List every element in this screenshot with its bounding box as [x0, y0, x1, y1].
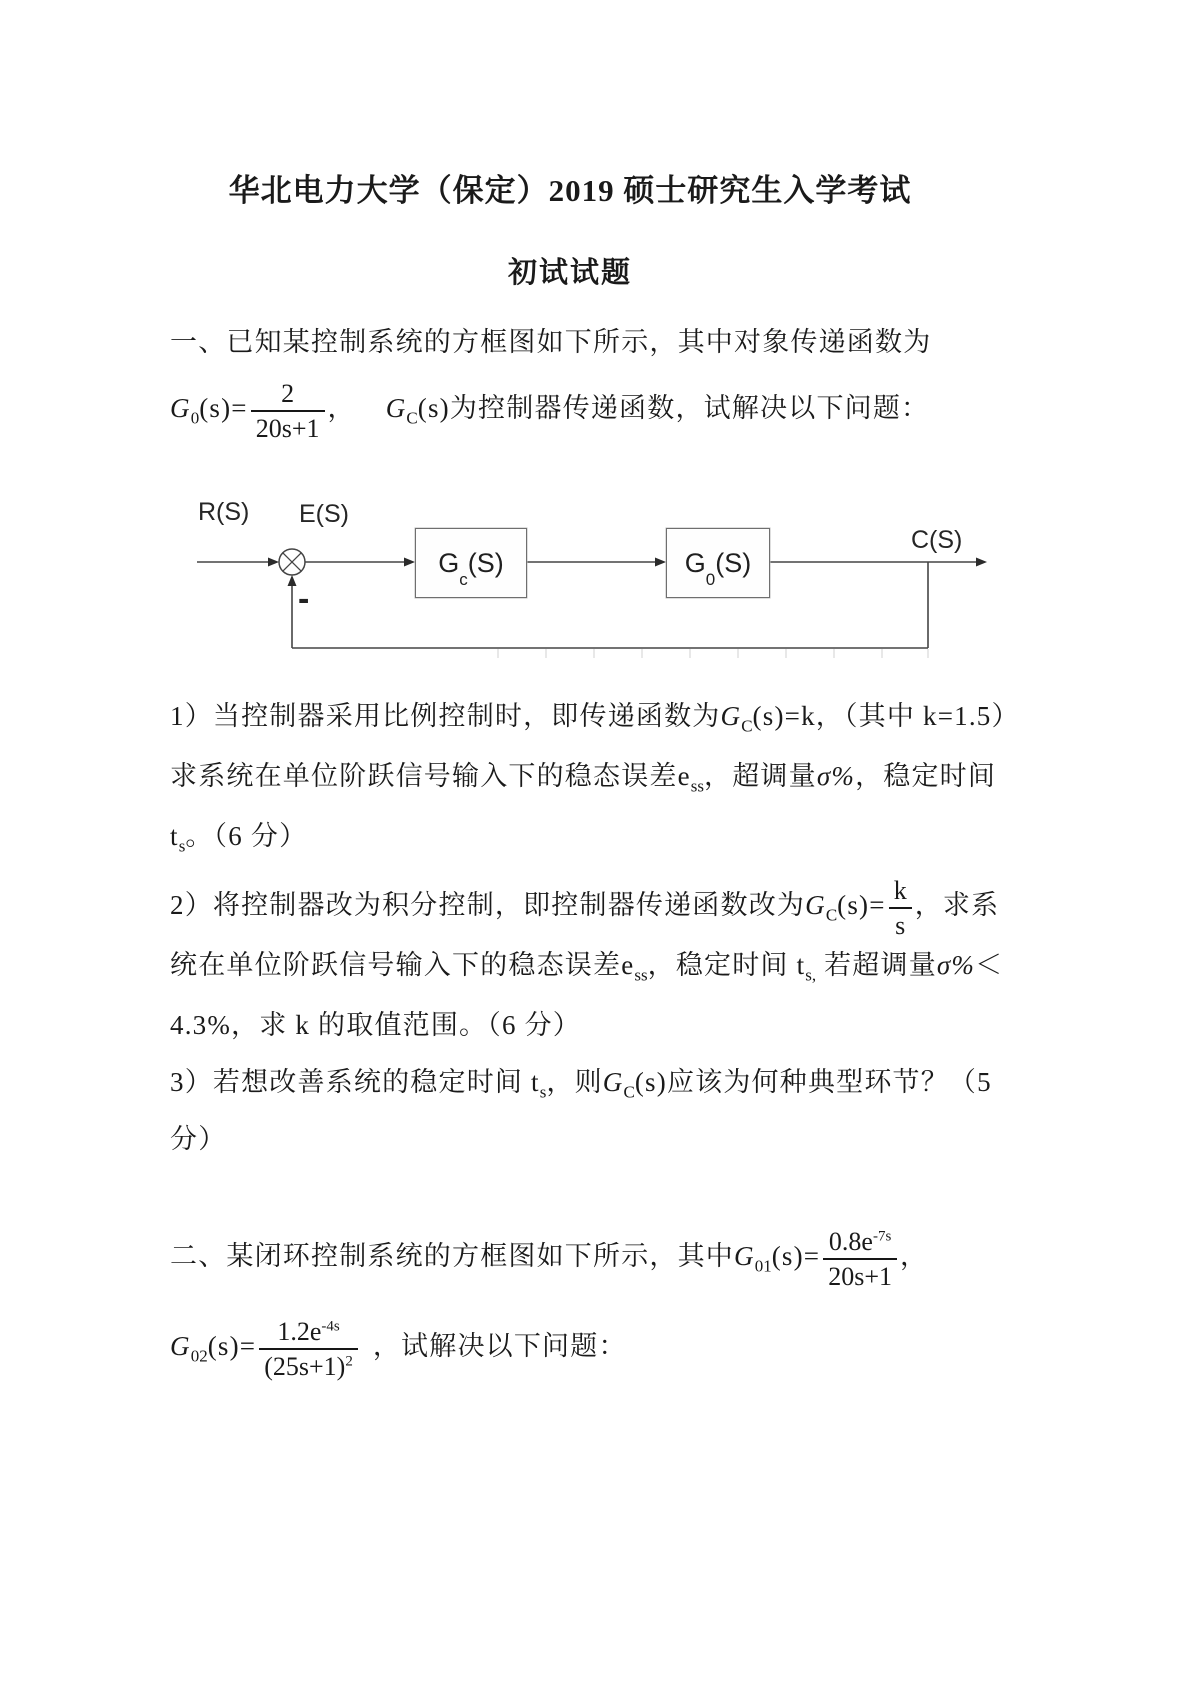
- item1b-mid: ，超调量: [704, 761, 817, 791]
- q1-intro-line: [170, 320, 980, 364]
- item2b-esub: ss: [634, 965, 648, 985]
- diagram-lines: [197, 562, 976, 648]
- q1-item2-line: [170, 865, 1000, 945]
- summing-junction: [279, 549, 305, 575]
- diagram-block-g0: [666, 528, 770, 598]
- gc-box-symbol: G: [438, 547, 460, 578]
- q1-item1c-line: [170, 814, 980, 858]
- item2-denominator: s: [889, 907, 912, 940]
- g0-comma: ，: [327, 393, 356, 423]
- g01-numerator: [823, 1227, 897, 1258]
- g0-box-args: (S): [715, 547, 752, 578]
- g01-args: (s)=: [771, 1241, 821, 1271]
- item1-gargs: (s)=k: [752, 701, 816, 731]
- g0-numerator: 2: [281, 378, 295, 408]
- item2-gsub: C: [825, 905, 838, 925]
- arrow-into-g0: [655, 558, 666, 567]
- item3-g: G: [602, 1067, 624, 1097]
- g0-fraction: [251, 379, 325, 443]
- item1c-t: t: [170, 821, 179, 851]
- item1b-pre: 求系统在单位阶跃信号输入下的稳态误差: [170, 761, 678, 791]
- q1-item2b-line: [170, 943, 1004, 987]
- q1-formula-line: [170, 368, 980, 448]
- item2-post: ，求系: [914, 890, 1000, 920]
- item1b-post: ，稳定时间: [855, 761, 997, 791]
- gc-symbol: G: [385, 393, 407, 423]
- q2-g02-line: [170, 1306, 980, 1386]
- q1-item1b-line: [170, 754, 997, 798]
- page-subtitle: 初试试题: [507, 257, 632, 289]
- gc-args: (s): [417, 393, 450, 423]
- g01-subscript: 01: [754, 1256, 772, 1276]
- g02-args: (s)=: [207, 1331, 257, 1361]
- gc-box-subscript: c: [459, 570, 468, 589]
- g02-num-base: 1.2e: [277, 1316, 322, 1346]
- arrow-into-gc: [404, 558, 415, 567]
- arrow-output: [976, 558, 987, 567]
- gc-subscript: C: [406, 408, 418, 428]
- g01-denominator: 20s+1: [823, 1258, 897, 1291]
- arrow-feedback-up: [288, 575, 297, 586]
- q1-item3b-line: [170, 1117, 980, 1161]
- g0-box-symbol: G: [684, 547, 706, 578]
- item2-fraction: [889, 876, 912, 940]
- item1b-sigma: σ%: [816, 761, 856, 791]
- diagram-label-rs: R(S): [198, 498, 250, 526]
- arrow-into-junction: [268, 558, 279, 567]
- item3-gsub: C: [623, 1082, 635, 1102]
- g01-num-exponent: -7s: [872, 1228, 892, 1245]
- item2-g: G: [805, 890, 826, 920]
- g01-fraction: [823, 1227, 897, 1291]
- item3-mid: ，则: [546, 1067, 603, 1097]
- item2b-pre: 统在单位阶跃信号输入下的稳态误差: [170, 950, 622, 980]
- item3-gargs: (s): [634, 1067, 667, 1097]
- item2-gargs: (s)=: [837, 890, 886, 920]
- item1c-tsub: s: [178, 836, 186, 856]
- item3-post: 应该为何种典型环节？（5: [666, 1067, 992, 1097]
- block-diagram: [195, 488, 995, 666]
- item2-numerator: k: [893, 875, 907, 905]
- g0-denominator: 20s+1: [251, 410, 325, 443]
- g02-symbol: G: [170, 1331, 191, 1361]
- g01-comma: ，: [900, 1241, 929, 1271]
- g02-den-exponent: 2: [345, 1353, 353, 1370]
- g01-num-base: 0.8e: [828, 1226, 873, 1256]
- q1-item3-line: [170, 1060, 992, 1104]
- item2c-text: 4.3%，求 k 的取值范围。（6 分）: [170, 1010, 581, 1040]
- q1-item1-line: [170, 694, 1020, 738]
- q2-intro-line: [170, 1216, 980, 1296]
- page-title: 华北电力大学（保定）2019 硕士研究生入学考试: [228, 173, 912, 208]
- item2b-mid: ，稳定时间 t: [647, 950, 806, 980]
- item3-tsub: s: [539, 1082, 547, 1102]
- gc-box-args: (S): [467, 547, 504, 578]
- g02-denominator: [259, 1348, 358, 1381]
- item1c-post: 。（6 分）: [185, 821, 308, 851]
- item3b-text: 分）: [170, 1124, 227, 1154]
- item2b-tsub: s,: [805, 965, 817, 985]
- g0-subscript: 0: [190, 408, 200, 428]
- g02-post: ，试解决以下问题：: [372, 1331, 627, 1361]
- item1-gsub: C: [741, 716, 753, 736]
- q1-item2c-line: [170, 1003, 980, 1047]
- item2b-mid2: 若超调量: [816, 950, 937, 980]
- item2b-sigma: σ%: [936, 950, 976, 980]
- diagram-label-es: E(S): [299, 500, 349, 528]
- g02-den-base: (25s+1): [264, 1351, 346, 1381]
- grid-tick-marks: [498, 649, 928, 658]
- item2b-e: e: [621, 950, 635, 980]
- g02-fraction: [259, 1317, 358, 1381]
- g0-args: (s)=: [199, 393, 248, 423]
- g02-subscript: 02: [190, 1346, 208, 1366]
- item1-pre: 1）当控制器采用比例控制时，即传递函数为: [170, 701, 721, 731]
- g02-num-exponent: -4s: [321, 1318, 340, 1335]
- item1b-e: e: [677, 761, 691, 791]
- q1-intro2-text: 为控制器传递函数，试解决以下问题：: [449, 393, 930, 423]
- q2-intro-text: 二、某闭环控制系统的方框图如下所示，其中: [170, 1241, 734, 1271]
- item1-post: ，（其中 k=1.5）: [815, 701, 1020, 731]
- item2-pre: 2）将控制器改为积分控制，即控制器传递函数改为: [170, 890, 806, 920]
- g02-numerator: [259, 1317, 358, 1348]
- diagram-block-gc: [415, 528, 527, 598]
- item1b-esub: ss: [690, 776, 705, 796]
- g0-symbol: G: [170, 393, 191, 423]
- g0-box-subscript: 0: [705, 570, 716, 589]
- diagram-label-cs: C(S): [911, 526, 963, 554]
- item3-pre: 3）若想改善系统的稳定时间 t: [170, 1067, 540, 1097]
- g01-symbol: G: [734, 1241, 755, 1271]
- item2b-post: ＜: [975, 950, 1004, 980]
- diagram-minus-sign: -: [298, 580, 310, 618]
- q1-intro-text: 一、已知某控制系统的方框图如下所示，其中对象传递函数为: [170, 327, 932, 357]
- item1-g: G: [720, 701, 742, 731]
